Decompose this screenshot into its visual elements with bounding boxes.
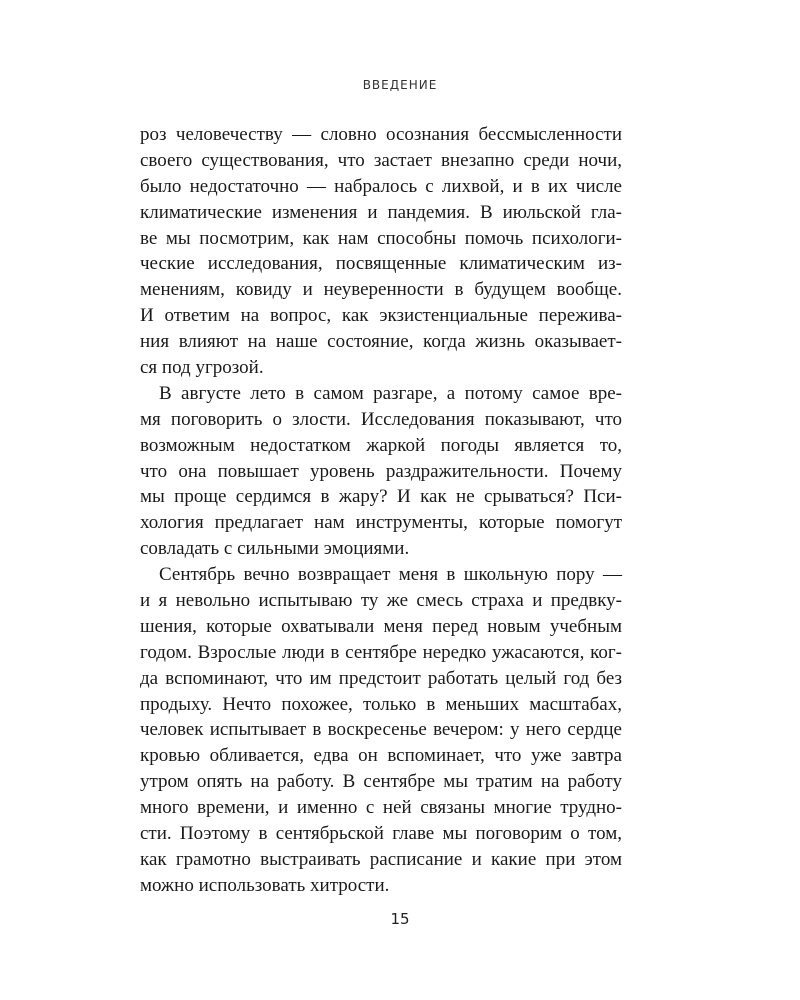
body-text: [140, 122, 622, 899]
text-line: климатические изменения и пандемия. В июльской гла-: [140, 201, 622, 223]
text-line: Сентябрь вечно возвращает меня в школьную пору —: [159, 564, 622, 586]
text-line: мы проще сердимся в жару? И как не срываться? Пси-: [140, 486, 622, 508]
text-line: продыху. Нечто похожее, только в меньших масштабах,: [140, 693, 622, 715]
text-line: шения, которые охватывали меня перед новым учебным: [140, 615, 622, 637]
text-line: годом. Взрослые люди в сентябре нередко ужасаются, ког-: [140, 641, 622, 663]
text-line: можно использовать хитрости.: [140, 874, 390, 896]
text-line: совладать с сильными эмоциями.: [140, 538, 410, 560]
text-line: менениям, ковиду и неуверенности в будущем вообще.: [140, 279, 622, 301]
text-line: В августе лето в самом разгаре, а потому самое вре-: [159, 382, 622, 404]
text-line: человек испытывает в воскресенье вечером: у него сердце: [140, 719, 622, 741]
running-head: ВВЕДЕНИЕ: [362, 78, 438, 92]
text-line: да вспоминают, что им предстоит работать целый год без: [140, 667, 622, 689]
text-line: возможным недостатком жаркой погоды является то,: [140, 434, 622, 456]
text-line: утром опять на работу. В сентябре мы тратим на работу: [140, 771, 622, 793]
text-line: И ответим на вопрос, как экзистенциальные пережива-: [140, 305, 622, 327]
text-line: ся под угрозой.: [140, 357, 264, 379]
text-line: кровью обливается, едва он вспоминает, что уже завтра: [140, 745, 622, 767]
text-line: хология предлагает нам инструменты, которые помогут: [140, 512, 622, 534]
page-number: 15: [390, 910, 410, 928]
text-line: было недостаточно — набралось с лихвой, и в их числе: [140, 175, 622, 197]
paragraph-2: [140, 381, 622, 562]
text-line: своего существования, что застает внезапно среди ночи,: [140, 149, 622, 171]
text-line: ния влияют на наше состояние, когда жизнь оказывает-: [140, 331, 622, 353]
paragraph-3: [140, 562, 622, 899]
text-line: мя поговорить о злости. Исследования показывают, что: [140, 408, 622, 430]
text-line: роз человечеству — словно осознания бессмысленности: [140, 124, 622, 145]
paragraph-1: [140, 122, 622, 381]
text-line: ческие исследования, посвященные климатическим из-: [140, 253, 622, 275]
text-line: сти. Поэтому в сентябрьской главе мы поговорим о том,: [140, 823, 622, 845]
text-line: ве мы посмотрим, как нам способны помочь психологи-: [140, 227, 622, 249]
text-line: что она повышает уровень раздражительности. Почему: [140, 460, 622, 482]
text-line: много времени, и именно с ней связаны многие трудно-: [140, 797, 622, 819]
text-line: как грамотно выстраивать расписание и какие при этом: [140, 848, 622, 870]
text-line: и я невольно испытываю ту же смесь страха и предвку-: [140, 590, 622, 612]
